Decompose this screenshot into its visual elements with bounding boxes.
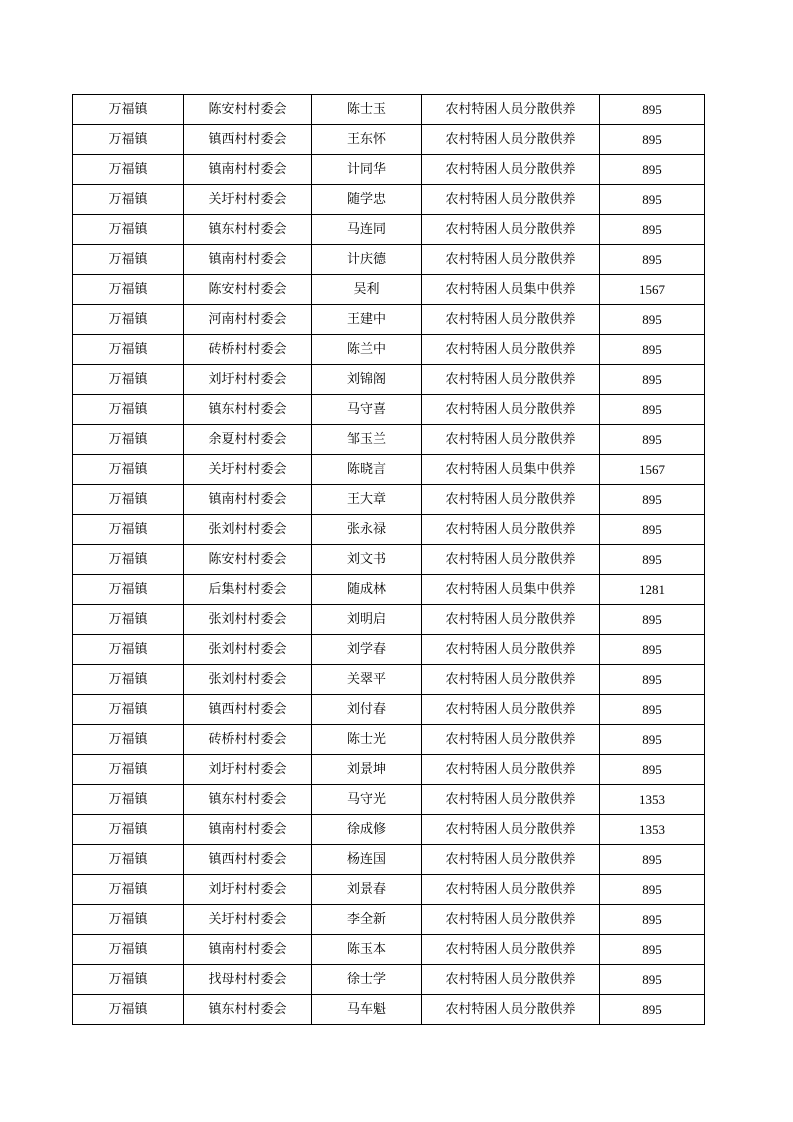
town-cell: 万福镇: [73, 305, 184, 335]
amount-cell: 895: [600, 605, 705, 635]
name-cell: 吴利: [312, 275, 422, 305]
document-page: [72, 94, 704, 1025]
category-cell: 农村特困人员集中供养: [422, 455, 600, 485]
category-cell: 农村特困人员分散供养: [422, 845, 600, 875]
category-cell: 农村特困人员分散供养: [422, 155, 600, 185]
category-cell: 农村特困人员分散供养: [422, 695, 600, 725]
amount-cell: 895: [600, 755, 705, 785]
category-cell: 农村特困人员分散供养: [422, 395, 600, 425]
village-cell: 刘圩村村委会: [184, 365, 312, 395]
table-row: [73, 275, 705, 305]
table-row: [73, 365, 705, 395]
town-cell: 万福镇: [73, 335, 184, 365]
amount-cell: 895: [600, 95, 705, 125]
town-cell: 万福镇: [73, 455, 184, 485]
table-row: [73, 725, 705, 755]
town-cell: 万福镇: [73, 155, 184, 185]
name-cell: 杨连国: [312, 845, 422, 875]
town-cell: 万福镇: [73, 575, 184, 605]
name-cell: 刘文书: [312, 545, 422, 575]
table-row: [73, 515, 705, 545]
village-cell: 镇南村村委会: [184, 155, 312, 185]
amount-cell: 895: [600, 845, 705, 875]
table-row: [73, 665, 705, 695]
amount-cell: 895: [600, 155, 705, 185]
amount-cell: 895: [600, 365, 705, 395]
category-cell: 农村特困人员分散供养: [422, 485, 600, 515]
name-cell: 刘锦阁: [312, 365, 422, 395]
town-cell: 万福镇: [73, 815, 184, 845]
village-cell: 陈安村村委会: [184, 275, 312, 305]
category-cell: 农村特困人员分散供养: [422, 365, 600, 395]
category-cell: 农村特困人员分散供养: [422, 605, 600, 635]
town-cell: 万福镇: [73, 935, 184, 965]
amount-cell: 1281: [600, 575, 705, 605]
name-cell: 王东怀: [312, 125, 422, 155]
category-cell: 农村特困人员分散供养: [422, 185, 600, 215]
table-row: [73, 755, 705, 785]
village-cell: 镇东村村委会: [184, 215, 312, 245]
table-row: [73, 425, 705, 455]
town-cell: 万福镇: [73, 275, 184, 305]
name-cell: 随学忠: [312, 185, 422, 215]
name-cell: 徐士学: [312, 965, 422, 995]
town-cell: 万福镇: [73, 215, 184, 245]
amount-cell: 1567: [600, 455, 705, 485]
table-row: [73, 695, 705, 725]
amount-cell: 1353: [600, 785, 705, 815]
village-cell: 张刘村村委会: [184, 515, 312, 545]
category-cell: 农村特困人员分散供养: [422, 665, 600, 695]
name-cell: 张永禄: [312, 515, 422, 545]
amount-cell: 895: [600, 935, 705, 965]
table-row: [73, 455, 705, 485]
amount-cell: 895: [600, 995, 705, 1025]
name-cell: 徐成修: [312, 815, 422, 845]
relief-table: [72, 94, 705, 1025]
town-cell: 万福镇: [73, 725, 184, 755]
name-cell: 计同华: [312, 155, 422, 185]
amount-cell: 895: [600, 245, 705, 275]
town-cell: 万福镇: [73, 695, 184, 725]
category-cell: 农村特困人员分散供养: [422, 95, 600, 125]
village-cell: 余夏村村委会: [184, 425, 312, 455]
name-cell: 马连同: [312, 215, 422, 245]
name-cell: 陈士玉: [312, 95, 422, 125]
table-row: [73, 95, 705, 125]
table-row: [73, 335, 705, 365]
name-cell: 马守喜: [312, 395, 422, 425]
name-cell: 刘景春: [312, 875, 422, 905]
table-body: [73, 95, 705, 1025]
category-cell: 农村特困人员分散供养: [422, 785, 600, 815]
amount-cell: 895: [600, 695, 705, 725]
amount-cell: 1353: [600, 815, 705, 845]
town-cell: 万福镇: [73, 905, 184, 935]
name-cell: 李全新: [312, 905, 422, 935]
table-row: [73, 845, 705, 875]
town-cell: 万福镇: [73, 785, 184, 815]
table-row: [73, 155, 705, 185]
amount-cell: 895: [600, 395, 705, 425]
category-cell: 农村特困人员分散供养: [422, 335, 600, 365]
category-cell: 农村特困人员分散供养: [422, 965, 600, 995]
name-cell: 刘明启: [312, 605, 422, 635]
category-cell: 农村特困人员分散供养: [422, 125, 600, 155]
name-cell: 马车魁: [312, 995, 422, 1025]
village-cell: 镇东村村委会: [184, 785, 312, 815]
name-cell: 刘学春: [312, 635, 422, 665]
table-row: [73, 305, 705, 335]
name-cell: 王建中: [312, 305, 422, 335]
category-cell: 农村特困人员分散供养: [422, 875, 600, 905]
name-cell: 刘付春: [312, 695, 422, 725]
name-cell: 随成林: [312, 575, 422, 605]
category-cell: 农村特困人员分散供养: [422, 215, 600, 245]
table-row: [73, 125, 705, 155]
village-cell: 后集村村委会: [184, 575, 312, 605]
village-cell: 镇南村村委会: [184, 485, 312, 515]
village-cell: 镇南村村委会: [184, 245, 312, 275]
amount-cell: 895: [600, 185, 705, 215]
category-cell: 农村特困人员分散供养: [422, 935, 600, 965]
village-cell: 镇东村村委会: [184, 395, 312, 425]
category-cell: 农村特困人员分散供养: [422, 635, 600, 665]
town-cell: 万福镇: [73, 965, 184, 995]
amount-cell: 895: [600, 665, 705, 695]
town-cell: 万福镇: [73, 485, 184, 515]
name-cell: 计庆德: [312, 245, 422, 275]
category-cell: 农村特困人员分散供养: [422, 425, 600, 455]
town-cell: 万福镇: [73, 425, 184, 455]
category-cell: 农村特困人员分散供养: [422, 755, 600, 785]
town-cell: 万福镇: [73, 125, 184, 155]
category-cell: 农村特困人员分散供养: [422, 245, 600, 275]
amount-cell: 895: [600, 215, 705, 245]
amount-cell: 895: [600, 545, 705, 575]
category-cell: 农村特困人员分散供养: [422, 905, 600, 935]
town-cell: 万福镇: [73, 755, 184, 785]
village-cell: 镇南村村委会: [184, 935, 312, 965]
table-row: [73, 995, 705, 1025]
amount-cell: 895: [600, 425, 705, 455]
table-row: [73, 485, 705, 515]
category-cell: 农村特困人员分散供养: [422, 995, 600, 1025]
amount-cell: 895: [600, 305, 705, 335]
town-cell: 万福镇: [73, 515, 184, 545]
name-cell: 陈兰中: [312, 335, 422, 365]
amount-cell: 895: [600, 635, 705, 665]
village-cell: 陈安村村委会: [184, 545, 312, 575]
table-row: [73, 545, 705, 575]
village-cell: 镇西村村委会: [184, 845, 312, 875]
village-cell: 刘圩村村委会: [184, 875, 312, 905]
table-row: [73, 905, 705, 935]
name-cell: 陈士光: [312, 725, 422, 755]
village-cell: 陈安村村委会: [184, 95, 312, 125]
town-cell: 万福镇: [73, 875, 184, 905]
town-cell: 万福镇: [73, 365, 184, 395]
table-row: [73, 185, 705, 215]
village-cell: 镇西村村委会: [184, 125, 312, 155]
amount-cell: 895: [600, 335, 705, 365]
table-row: [73, 875, 705, 905]
amount-cell: 895: [600, 905, 705, 935]
village-cell: 镇南村村委会: [184, 815, 312, 845]
table-row: [73, 395, 705, 425]
name-cell: 陈晓言: [312, 455, 422, 485]
village-cell: 找母村村委会: [184, 965, 312, 995]
table-row: [73, 215, 705, 245]
table-row: [73, 575, 705, 605]
name-cell: 邹玉兰: [312, 425, 422, 455]
village-cell: 关圩村村委会: [184, 185, 312, 215]
category-cell: 农村特困人员分散供养: [422, 815, 600, 845]
amount-cell: 1567: [600, 275, 705, 305]
name-cell: 刘景坤: [312, 755, 422, 785]
village-cell: 砖桥村村委会: [184, 725, 312, 755]
town-cell: 万福镇: [73, 995, 184, 1025]
table-row: [73, 605, 705, 635]
village-cell: 关圩村村委会: [184, 455, 312, 485]
village-cell: 张刘村村委会: [184, 665, 312, 695]
category-cell: 农村特困人员分散供养: [422, 515, 600, 545]
amount-cell: 895: [600, 965, 705, 995]
village-cell: 镇东村村委会: [184, 995, 312, 1025]
town-cell: 万福镇: [73, 185, 184, 215]
amount-cell: 895: [600, 725, 705, 755]
table-row: [73, 245, 705, 275]
name-cell: 陈玉本: [312, 935, 422, 965]
amount-cell: 895: [600, 125, 705, 155]
village-cell: 关圩村村委会: [184, 905, 312, 935]
town-cell: 万福镇: [73, 845, 184, 875]
town-cell: 万福镇: [73, 395, 184, 425]
village-cell: 张刘村村委会: [184, 635, 312, 665]
village-cell: 刘圩村村委会: [184, 755, 312, 785]
town-cell: 万福镇: [73, 665, 184, 695]
village-cell: 张刘村村委会: [184, 605, 312, 635]
village-cell: 河南村村委会: [184, 305, 312, 335]
category-cell: 农村特困人员集中供养: [422, 275, 600, 305]
table-row: [73, 815, 705, 845]
town-cell: 万福镇: [73, 605, 184, 635]
village-cell: 砖桥村村委会: [184, 335, 312, 365]
name-cell: 关翠平: [312, 665, 422, 695]
category-cell: 农村特困人员分散供养: [422, 545, 600, 575]
table-row: [73, 935, 705, 965]
amount-cell: 895: [600, 485, 705, 515]
town-cell: 万福镇: [73, 95, 184, 125]
table-row: [73, 785, 705, 815]
name-cell: 王大章: [312, 485, 422, 515]
town-cell: 万福镇: [73, 545, 184, 575]
category-cell: 农村特困人员分散供养: [422, 305, 600, 335]
amount-cell: 895: [600, 875, 705, 905]
amount-cell: 895: [600, 515, 705, 545]
category-cell: 农村特困人员集中供养: [422, 575, 600, 605]
table-row: [73, 965, 705, 995]
name-cell: 马守光: [312, 785, 422, 815]
town-cell: 万福镇: [73, 635, 184, 665]
town-cell: 万福镇: [73, 245, 184, 275]
village-cell: 镇西村村委会: [184, 695, 312, 725]
category-cell: 农村特困人员分散供养: [422, 725, 600, 755]
table-row: [73, 635, 705, 665]
